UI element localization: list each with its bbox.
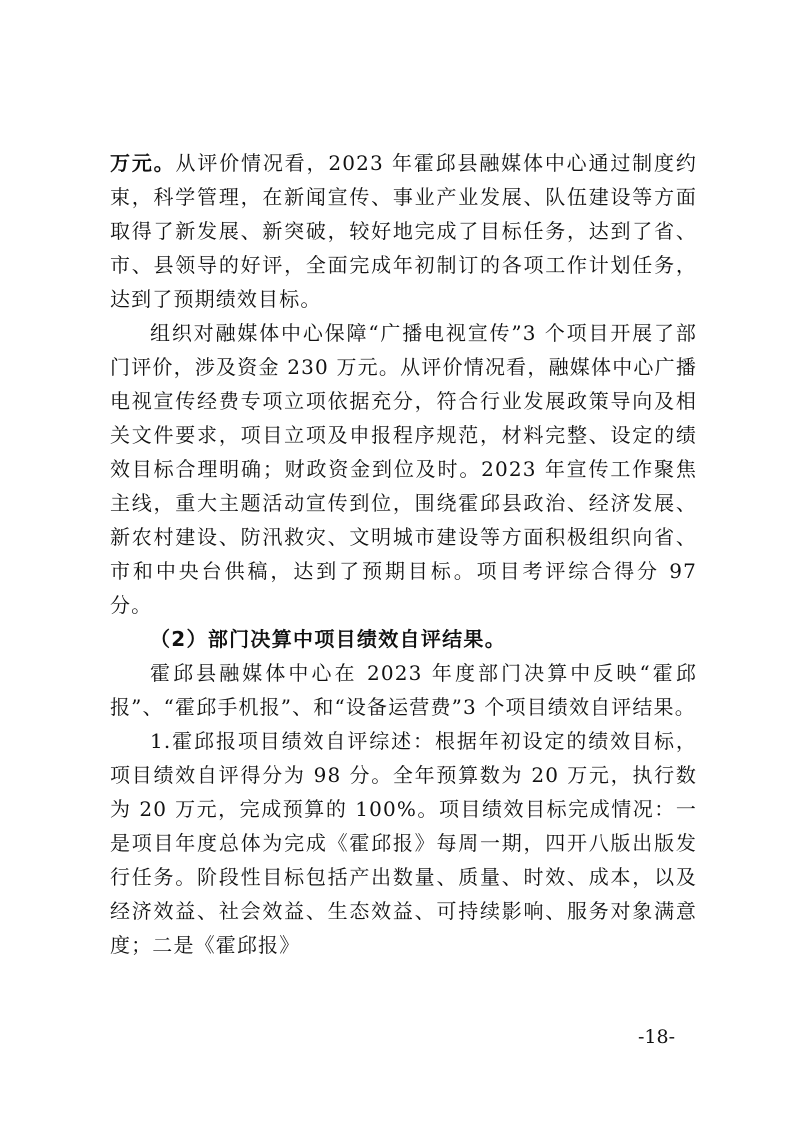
paragraph-broadcast-evaluation: 组织对融媒体中心保障“广播电视宣传”3 个项目开展了部门评价，涉及资金 230 万元。从评价情况看，融媒体中心广播电视宣传经费专项立项依据充分，符合行业发展政策导向及相关文件要求，项目立项及申报程序规范，材料完整、设定的绩效目标合理明确；财政资金到位及时。2023 年宣传工作聚焦主线，重大主题活动宣传到位，围绕霍邱县政治、经济发展、新农村建设、防汛救灾、文明城市建设等方面积极组织向省、市和中央台供稿，达到了预期目标。项目考评综合得分 97 分。 (110, 321, 697, 617)
paragraph-lead-bold: 万元。 (110, 151, 176, 175)
paragraph-huoqiu-newspaper-summary: 1.霍邱报项目绩效自评综述：根据年初设定的绩效目标，项目绩效自评得分为 98 分。全年预算数为 20 万元，执行数为 20 万元，完成预算的 100%。项目绩效目标完成情况：一是项目年度总体为完成《霍邱报》每周一期，四开八版出版发行任务。阶段性目标包括产出数量、质量、时效、成本，以及经济效益、社会效益、生态效益、可持续影响、服务对象满意度；二是《霍邱报》 (110, 729, 697, 957)
paragraph-self-evaluation-intro: 霍邱县融媒体中心在 2023 年度部门决算中反映“霍邱报”、“霍邱手机报”、和“设备运营费”3 个项目绩效自评结果。 (110, 661, 697, 719)
section-heading: （2）部门决算中项目绩效自评结果。 (150, 627, 507, 651)
document-body (110, 146, 697, 962)
paragraph-evaluation-summary (110, 146, 697, 316)
paragraph-text: 从评价情况看，2023 年霍邱县融媒体中心通过制度约束，科学管理，在新闻宣传、事业产业发展、队伍建设等方面取得了新发展、新突破，较好地完成了目标任务，达到了省、市、县领导的好评，全面完成年初制订的各项工作计划任务，达到了预期绩效目标。 (110, 151, 697, 311)
page-number: -18- (638, 1026, 676, 1048)
